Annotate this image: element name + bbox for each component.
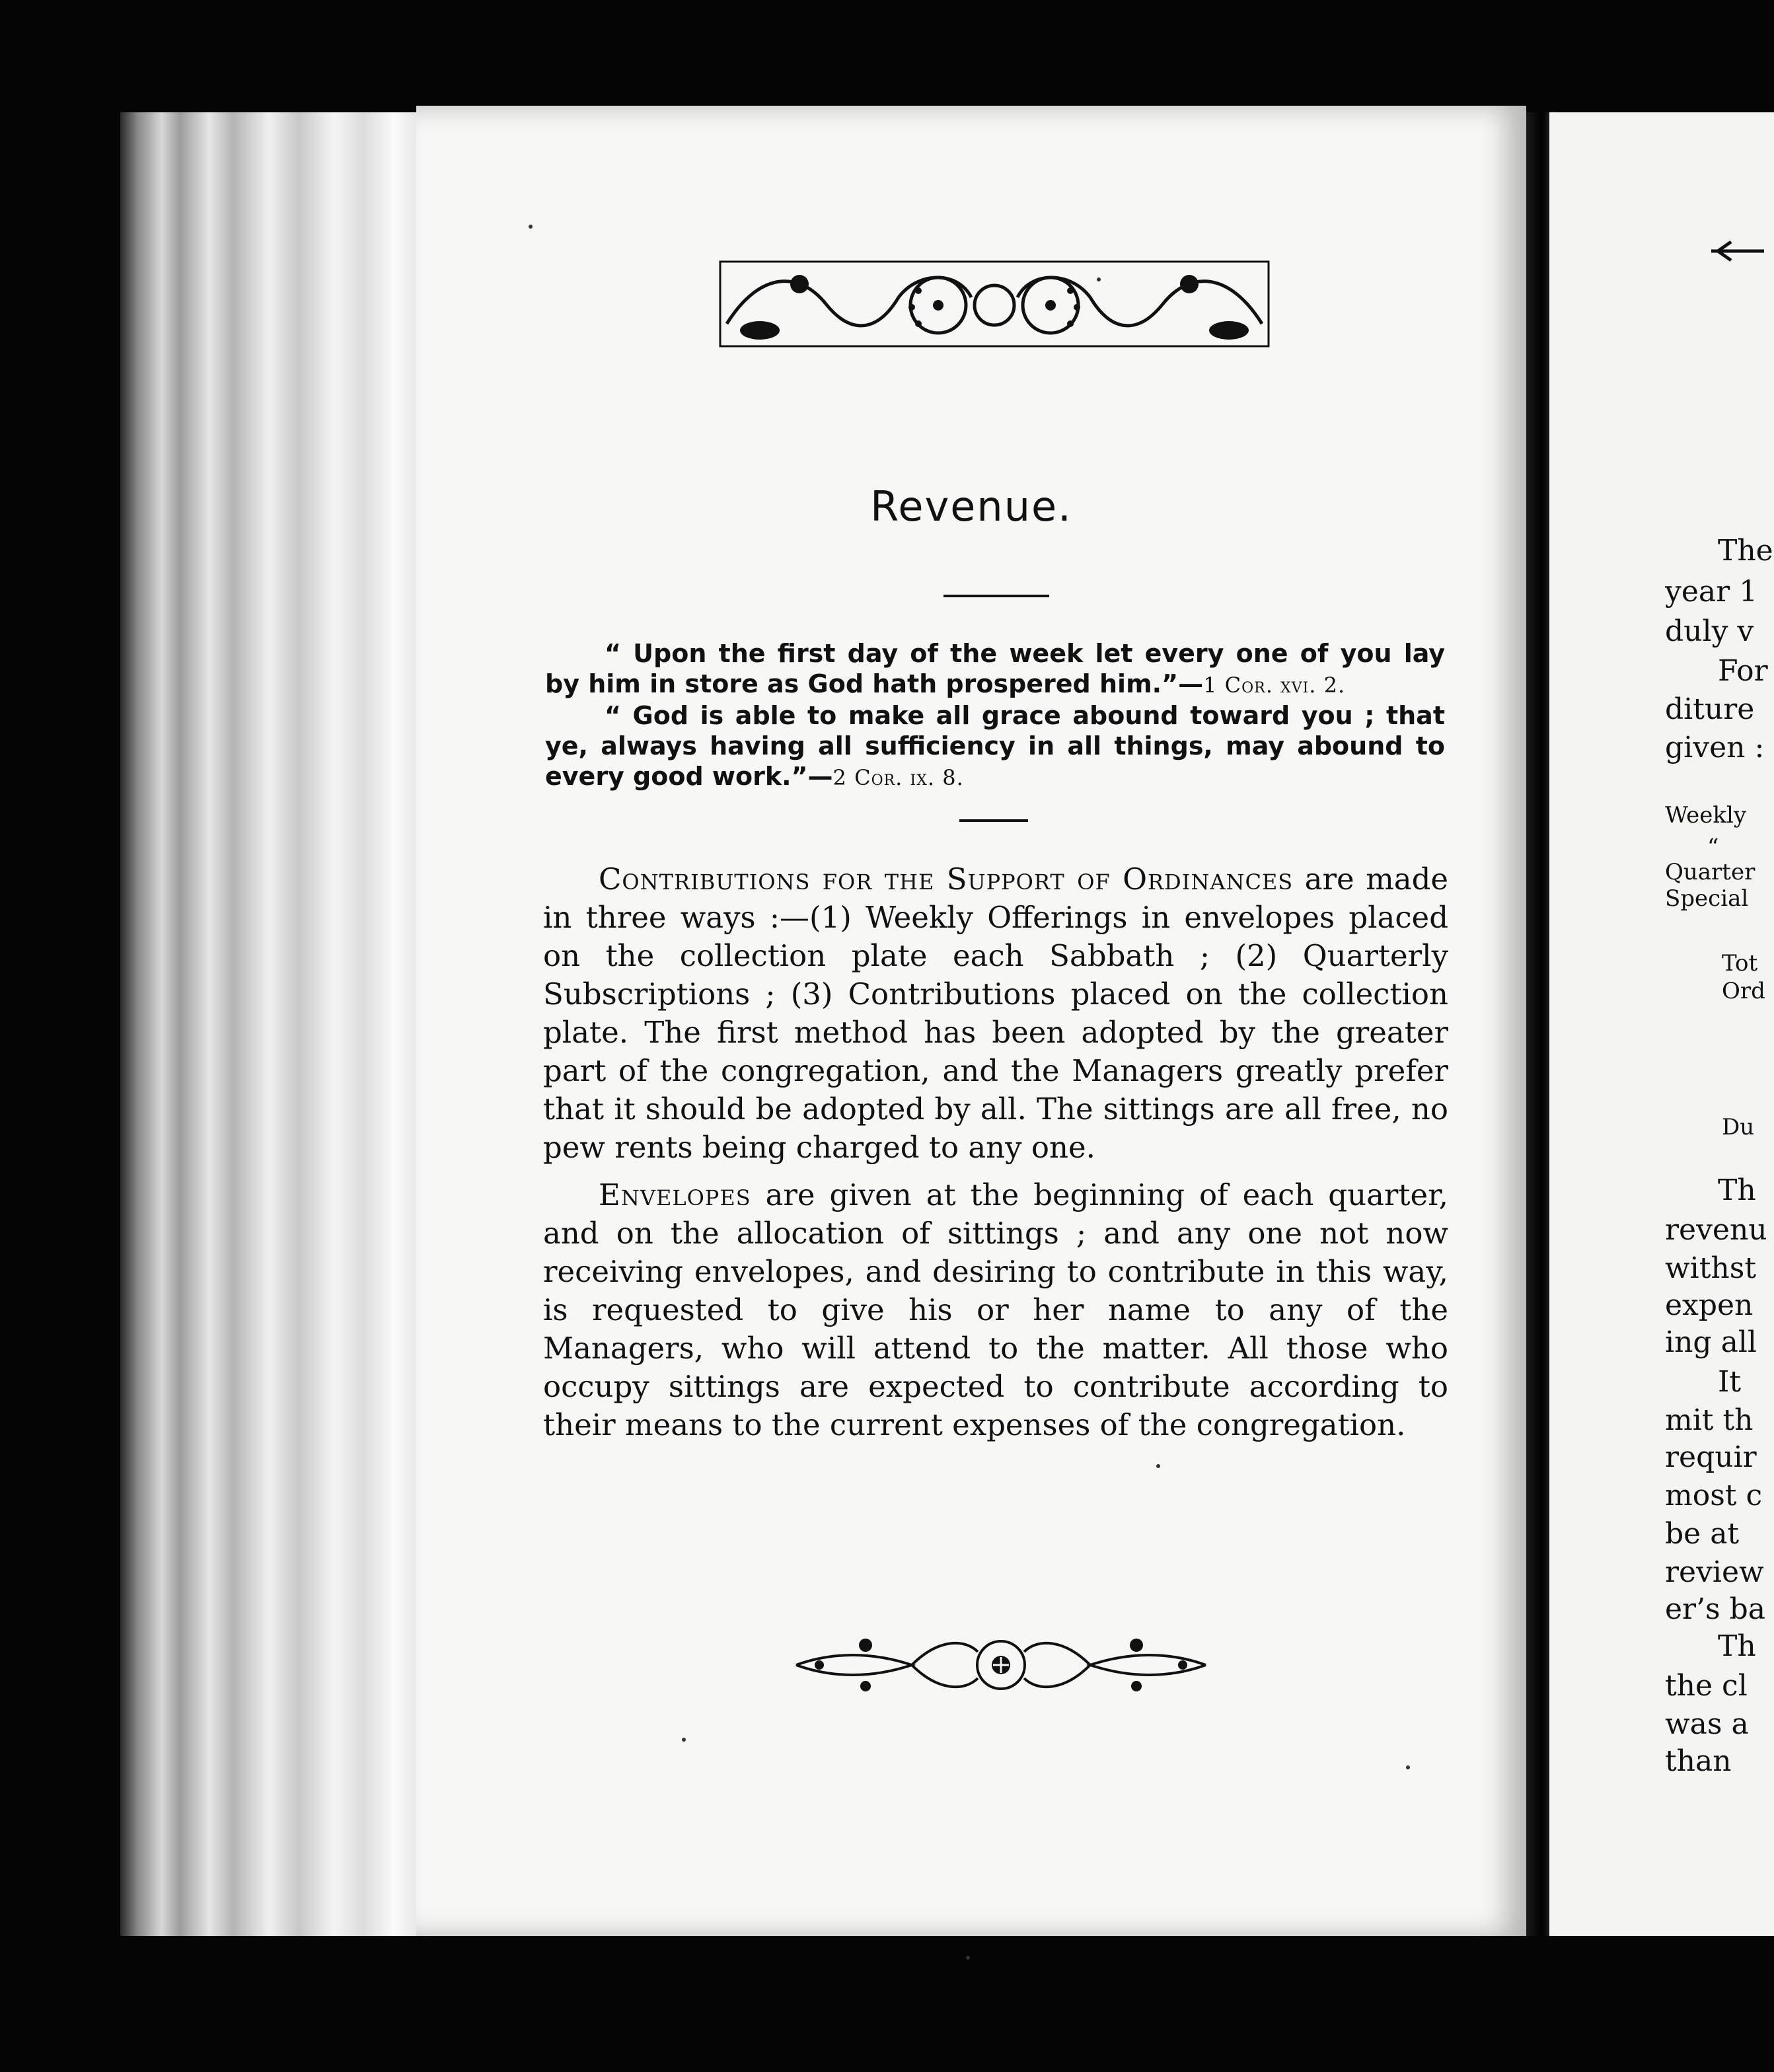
next-page-line: For [1718,654,1768,688]
next-page-line: ing all [1665,1325,1757,1359]
epigraph [545,638,1445,793]
paragraph-envelopes: Envelopes are given at the beginning of each quarter, and on the allocation of sittings ; and any one not now receiving envelopes, and desiring to contribute in this way, is requested to give his or her name to any of the Managers, who will attend to the matter. All those who occupy sittings are expected to contribute according to their means to the current expenses of the congregation. [543,1177,1448,1442]
paragraph-lead: Contributions for the Support of Ordinances [599,862,1294,897]
speck [529,225,533,229]
paragraph-lead: Envelopes [599,1177,751,1212]
next-page-line: Weekly [1665,802,1747,829]
ornament-fragment [1711,238,1764,264]
speck [966,1956,970,1960]
body-text [543,860,1448,1454]
next-page-line: revenu [1665,1213,1767,1247]
next-page-line: mit th [1665,1403,1754,1437]
speck [1097,278,1101,281]
next-page-line: be at [1665,1517,1740,1551]
page-edges [120,112,418,1936]
book-gutter [1526,112,1553,1936]
next-page-line: requir [1665,1440,1757,1474]
next-page-line: withst [1665,1251,1757,1285]
next-page-line: Quarter [1665,859,1756,885]
next-page-line: Special [1665,885,1749,912]
next-page-line: review [1665,1555,1764,1589]
footer-ornament [793,1625,1209,1705]
next-page-line: Tot [1722,950,1758,977]
title-rule [943,595,1049,597]
next-page-line: expen [1665,1288,1754,1322]
next-page-line: Du [1722,1114,1755,1140]
next-page-line: duly v [1665,614,1754,648]
page-title: Revenue. [870,482,1072,531]
header-ornament [720,258,1269,350]
epigraph-quote-2: “ God is able to make all grace abound toward you ; that ye, always having all sufficiency in all things, may abound to every good work.”—2 Cor. ix. 8. [545,701,1445,791]
next-page-line: given : [1665,731,1765,764]
scripture-reference: 1 Cor. xvi. 2. [1203,673,1346,698]
speck [1156,1464,1160,1468]
next-page-line: Th [1718,1173,1756,1207]
speck [1406,1765,1410,1769]
next-page-line: er’s ba [1665,1592,1766,1626]
paragraph-contributions: Contributions for the Support of Ordinances are made in three ways :—(1) Weekly Offerings in envelopes placed on the collection plate each Sabbath ; (2) Quarterly Subscriptions ; (3) Contributions placed on the collection plate. The first method has been adopted by the greater part of the congregation, and the Managers greatly prefer that it should be adopted by all. The sittings are all free, no pew rents being charged to any one. [543,862,1449,1165]
next-page-line: than [1665,1744,1732,1778]
epigraph-rule [959,819,1028,822]
next-page-line: Ord [1722,978,1765,1004]
next-page-line: diture [1665,692,1755,726]
epigraph-quote-1: “ Upon the first day of the week let every one of you lay by him in store as God hath prospered him.”—1 Cor. xvi. 2. [545,639,1445,698]
next-page-line: It [1718,1365,1742,1399]
next-page-line: most c [1665,1479,1763,1512]
next-page-line: year 1 [1665,575,1758,609]
scripture-reference: 2 Cor. ix. 8. [832,765,964,790]
speck [682,1738,686,1742]
next-page-line: was a [1665,1707,1749,1741]
next-page-line: The [1718,534,1773,568]
next-page-line: Th [1718,1629,1756,1663]
next-page-line: “ [1707,834,1719,860]
next-page-line: the cl [1665,1669,1748,1703]
